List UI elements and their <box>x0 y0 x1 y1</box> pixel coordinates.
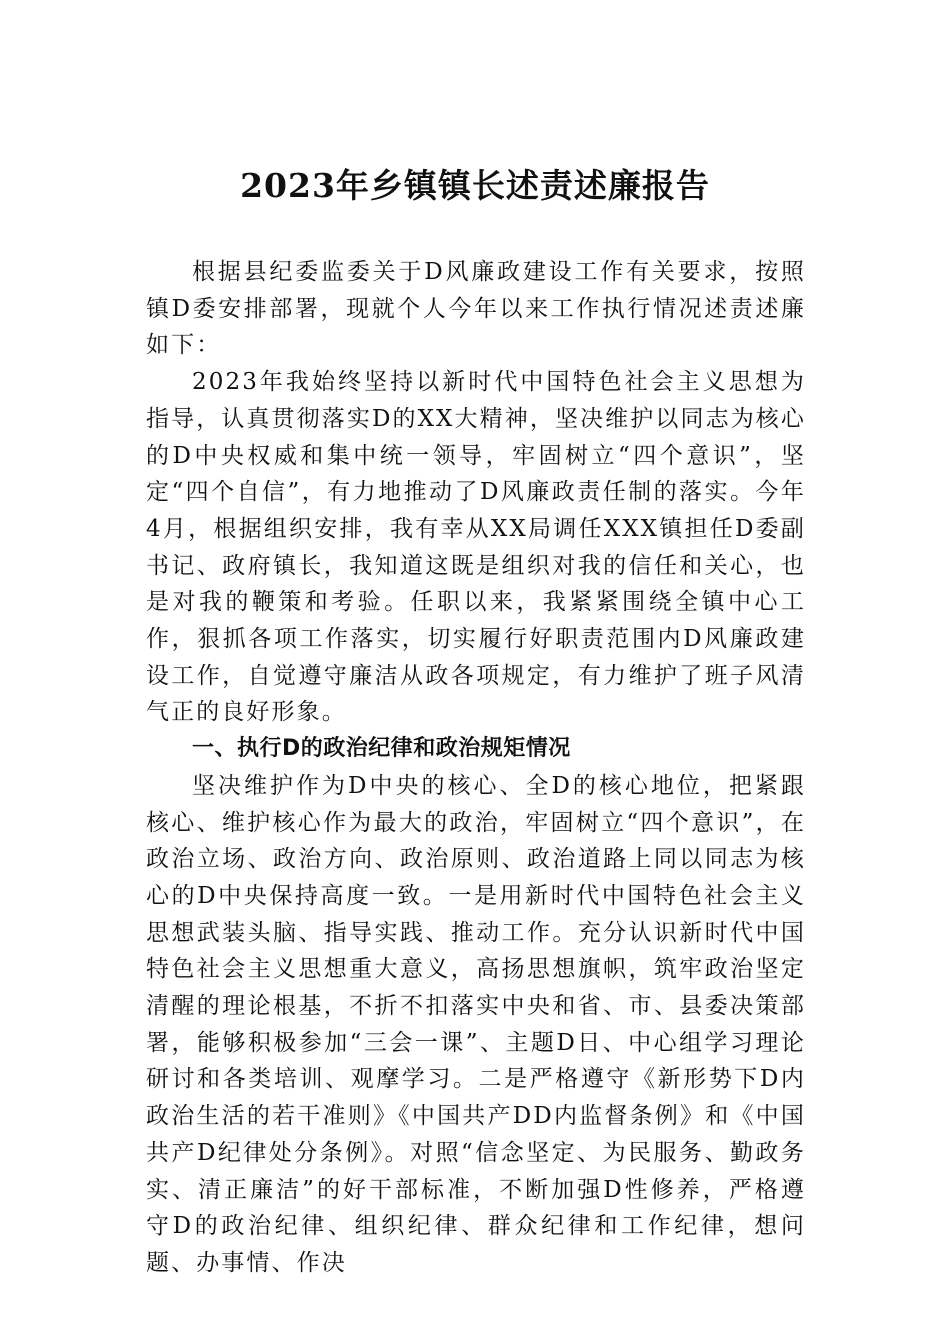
overview-paragraph: 2023年我始终坚持以新时代中国特色社会主义思想为指导，认真贯彻落实D的XX大精神，坚决维护以同志为核心的D中央权威和集中统一领导，牢固树立“四个意识”，坚定“四个自信”，有力地推动了D风廉政责任制的落实。今年4月，根据组织安排，我有幸从XX局调任XXX镇担任D委副书记、政府镇长，我知道这既是组织对我的信任和关心，也是对我的鞭策和考验。任职以来，我紧紧围绕全镇中心工作，狠抓各项工作落实，切实履行好职责范围内D风廉政建设工作，自觉遵守廉洁从政各项规定，有力维护了班子风清气正的良好形象。 <box>146 369 806 726</box>
document-body <box>146 254 806 1282</box>
document-title: 2023年乡镇镇长述责述廉报告 <box>240 166 710 205</box>
section-paragraph: 坚决维护作为D中央的核心、全D的核心地位，把紧跟核心、维护核心作为最大的政治，牢固树立“四个意识”，在政治立场、政治方向、政治原则、政治道路上同以同志为核心的D中央保持高度一致。一是用新时代中国特色社会主义思想武装头脑、指导实践、推动工作。充分认识新时代中国特色社会主义思想重大意义，高扬思想旗帜，筑牢政治坚定清醒的理论根基，不折不扣落实中央和省、市、县委决策部署，能够积极参加“三会一课”、主题D日、中心组学习理论研讨和各类培训、观摩学习。二是严格遵守《新形势下D内政治生活的若干准则》《中国共产DD内监督条例》和《中国共产D纪律处分条例》。对照“信念坚定、为民服务、勤政务实、清正廉洁”的好干部标准，不断加强D性修养，严格遵守D的政治纪律、组织纪律、群众纪律和工作纪律，想问题、办事情、作决 <box>146 772 806 1276</box>
intro-paragraph: 根据县纪委监委关于D风廉政建设工作有关要求，按照镇D委安排部署，现就个人今年以来工作执行情况述责述廉如下： <box>146 259 806 359</box>
section-heading: 一、执行D的政治纪律和政治规矩情况 <box>192 736 571 762</box>
